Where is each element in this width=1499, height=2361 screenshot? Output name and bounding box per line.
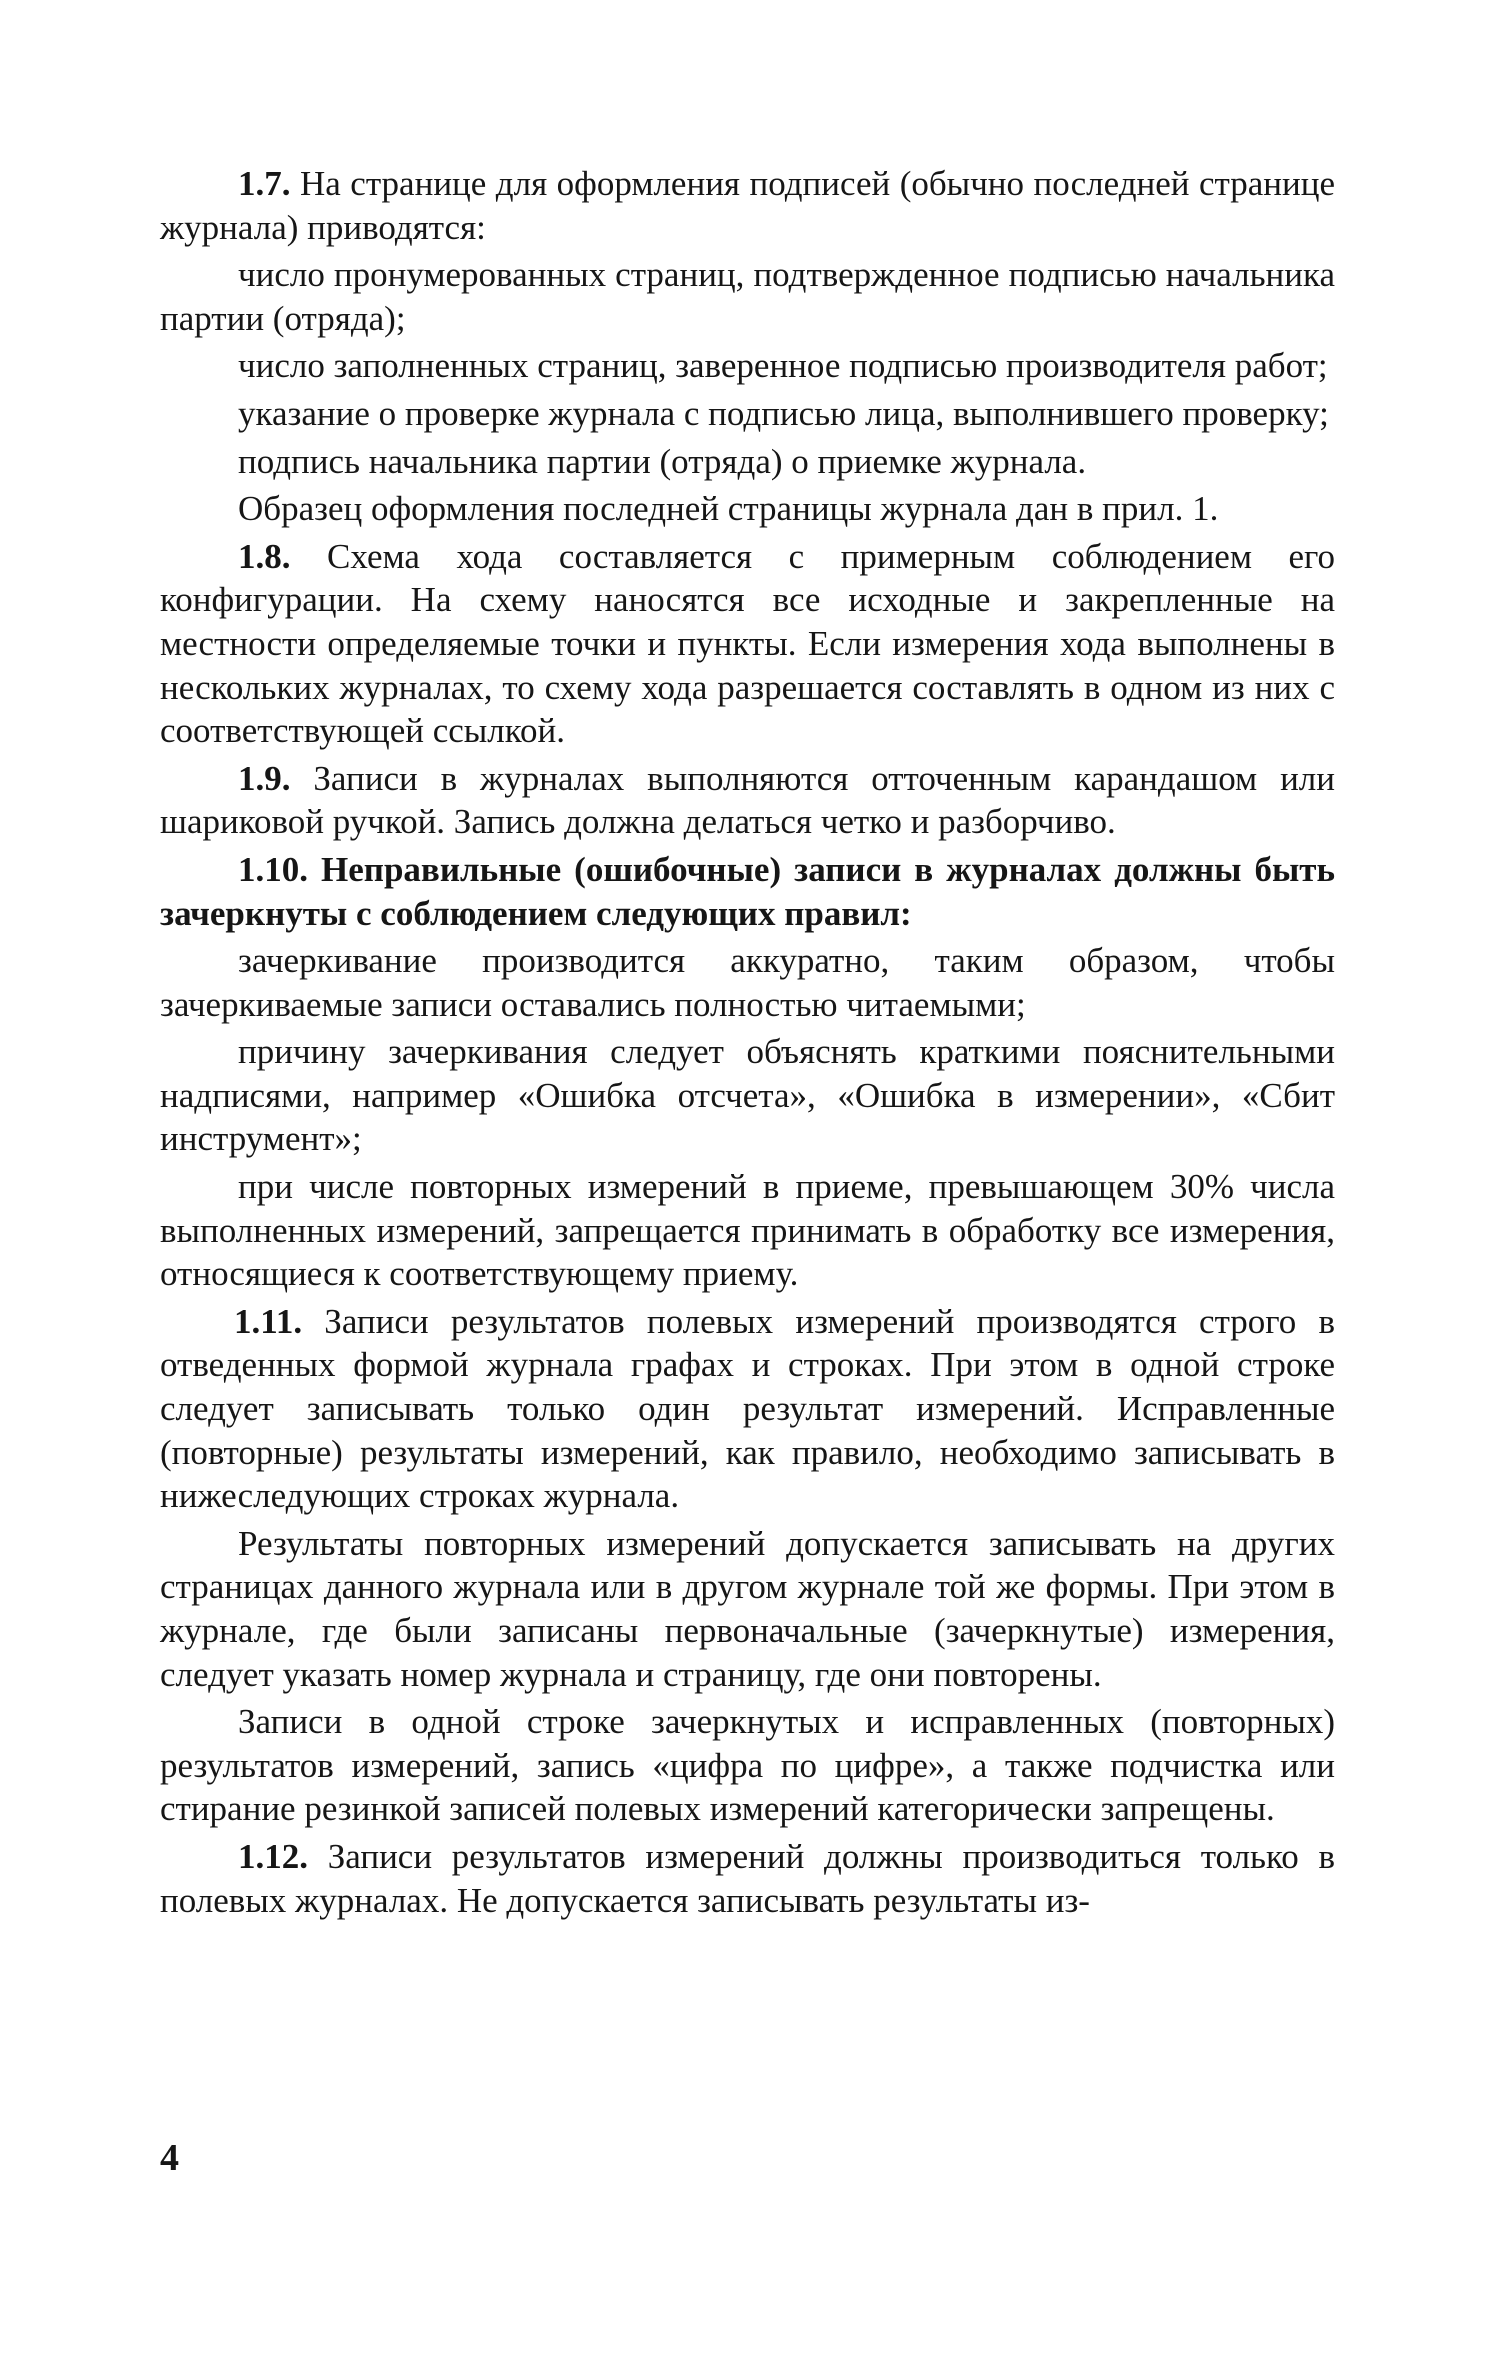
paragraph-text: Записи результатов измерений должны производиться только в полевых журналах. Не допускается записывать результаты из- bbox=[160, 1836, 1335, 1920]
list-item bbox=[160, 1165, 1335, 1296]
paragraph-text: указание о проверке журнала с подписью лица, выполнившего проверку; bbox=[238, 393, 1329, 433]
paragraph-text: зачеркивание производится аккуратно, таким образом, чтобы зачеркиваемые записи оставались полностью читаемыми; bbox=[160, 941, 1335, 1024]
paragraph bbox=[160, 1700, 1335, 1831]
paragraph-text: число пронумерованных страниц, подтвержденное подписью начальника партии (отряда); bbox=[160, 255, 1335, 338]
list-item bbox=[160, 440, 1335, 484]
paragraph-text: причину зачеркивания следует объяснять краткими пояснительными надписями, например «Ошибка отсчета», «Ошибка в измерении», «Сбит инструмент»; bbox=[160, 1032, 1335, 1159]
clause-number: 1.8. bbox=[238, 536, 291, 576]
paragraph-1-11 bbox=[160, 1300, 1335, 1518]
list-item bbox=[160, 939, 1335, 1026]
paragraph bbox=[160, 1522, 1335, 1696]
paragraph-1-8 bbox=[160, 535, 1335, 753]
paragraph-text: Записи результатов полевых измерений производятся строго в отведенных формой журнала графах и строках. При этом в одной строке следует записывать только один результат измерений. Исправленные (повторные) результаты измерений, как правило, необходимо записывать в нижеследующих строках журнала. bbox=[160, 1301, 1336, 1516]
paragraph-text: Образец оформления последней страницы журнала дан в прил. 1. bbox=[238, 489, 1219, 529]
list-item bbox=[160, 253, 1335, 340]
list-item bbox=[160, 344, 1335, 388]
paragraph bbox=[160, 487, 1335, 531]
paragraph-text: Записи в одной строке зачеркнутых и исправленных (повторных) результатов измерений, запись «цифра по цифре», а также подчистка или стирание резинкой записей полевых измерений категорически запрещены. bbox=[160, 1702, 1335, 1829]
page-body bbox=[160, 162, 1335, 1926]
paragraph-text: при числе повторных измерений в приеме, превышающем 30% числа выполненных измерений, запрещается принимать в обработку все измерения, относящиеся к соответствующему приему. bbox=[160, 1167, 1335, 1294]
clause-number: 1.10. bbox=[238, 849, 308, 889]
paragraph-text: Результаты повторных измерений допускается записывать на других страницах данного журнала или в другом журнале той же формы. При этом в журнале, где были записаны первоначальные (зачеркнутые) измерения, следует указать номер журнала и страницу, где они повторены. bbox=[160, 1523, 1335, 1694]
paragraph-text: Схема хода составляется с примерным соблюдением его конфигурации. На схему наносятся все исходные и закрепленные на местности определяемые точки и пункты. Если измерения хода выполнены в нескольких журналах, то схему хода разрешается составлять в одном из них с соответствующей ссылкой. bbox=[160, 536, 1336, 751]
paragraph-text: Записи в журналах выполняются отточенным карандашом или шариковой ручкой. Запись должна делаться четко и разборчиво. bbox=[160, 758, 1335, 842]
list-item bbox=[160, 1030, 1335, 1161]
clause-number: 1.11. bbox=[234, 1301, 303, 1341]
paragraph-1-12 bbox=[160, 1835, 1335, 1922]
clause-number: 1.7. bbox=[238, 164, 291, 203]
paragraph-1-10 bbox=[160, 848, 1335, 935]
list-item bbox=[160, 392, 1335, 436]
paragraph-1-9 bbox=[160, 757, 1335, 844]
paragraph-text: подпись начальника партии (отряда) о приемке журнала. bbox=[238, 441, 1087, 481]
paragraph-text: На странице для оформления подписей (обычно последней странице журнала) приводятся: bbox=[160, 164, 1336, 247]
paragraph-text: Неправильные (ошибочные) записи в журналах должны быть зачеркнуты с соблюдением следующих правил: bbox=[160, 849, 1336, 933]
paragraph-1-7 bbox=[160, 162, 1335, 249]
clause-number: 1.12. bbox=[238, 1836, 308, 1876]
page-number: 4 bbox=[160, 2137, 179, 2179]
paragraph-text: число заполненных страниц, заверенное подписью производителя работ; bbox=[238, 346, 1328, 386]
clause-number: 1.9. bbox=[238, 758, 291, 798]
